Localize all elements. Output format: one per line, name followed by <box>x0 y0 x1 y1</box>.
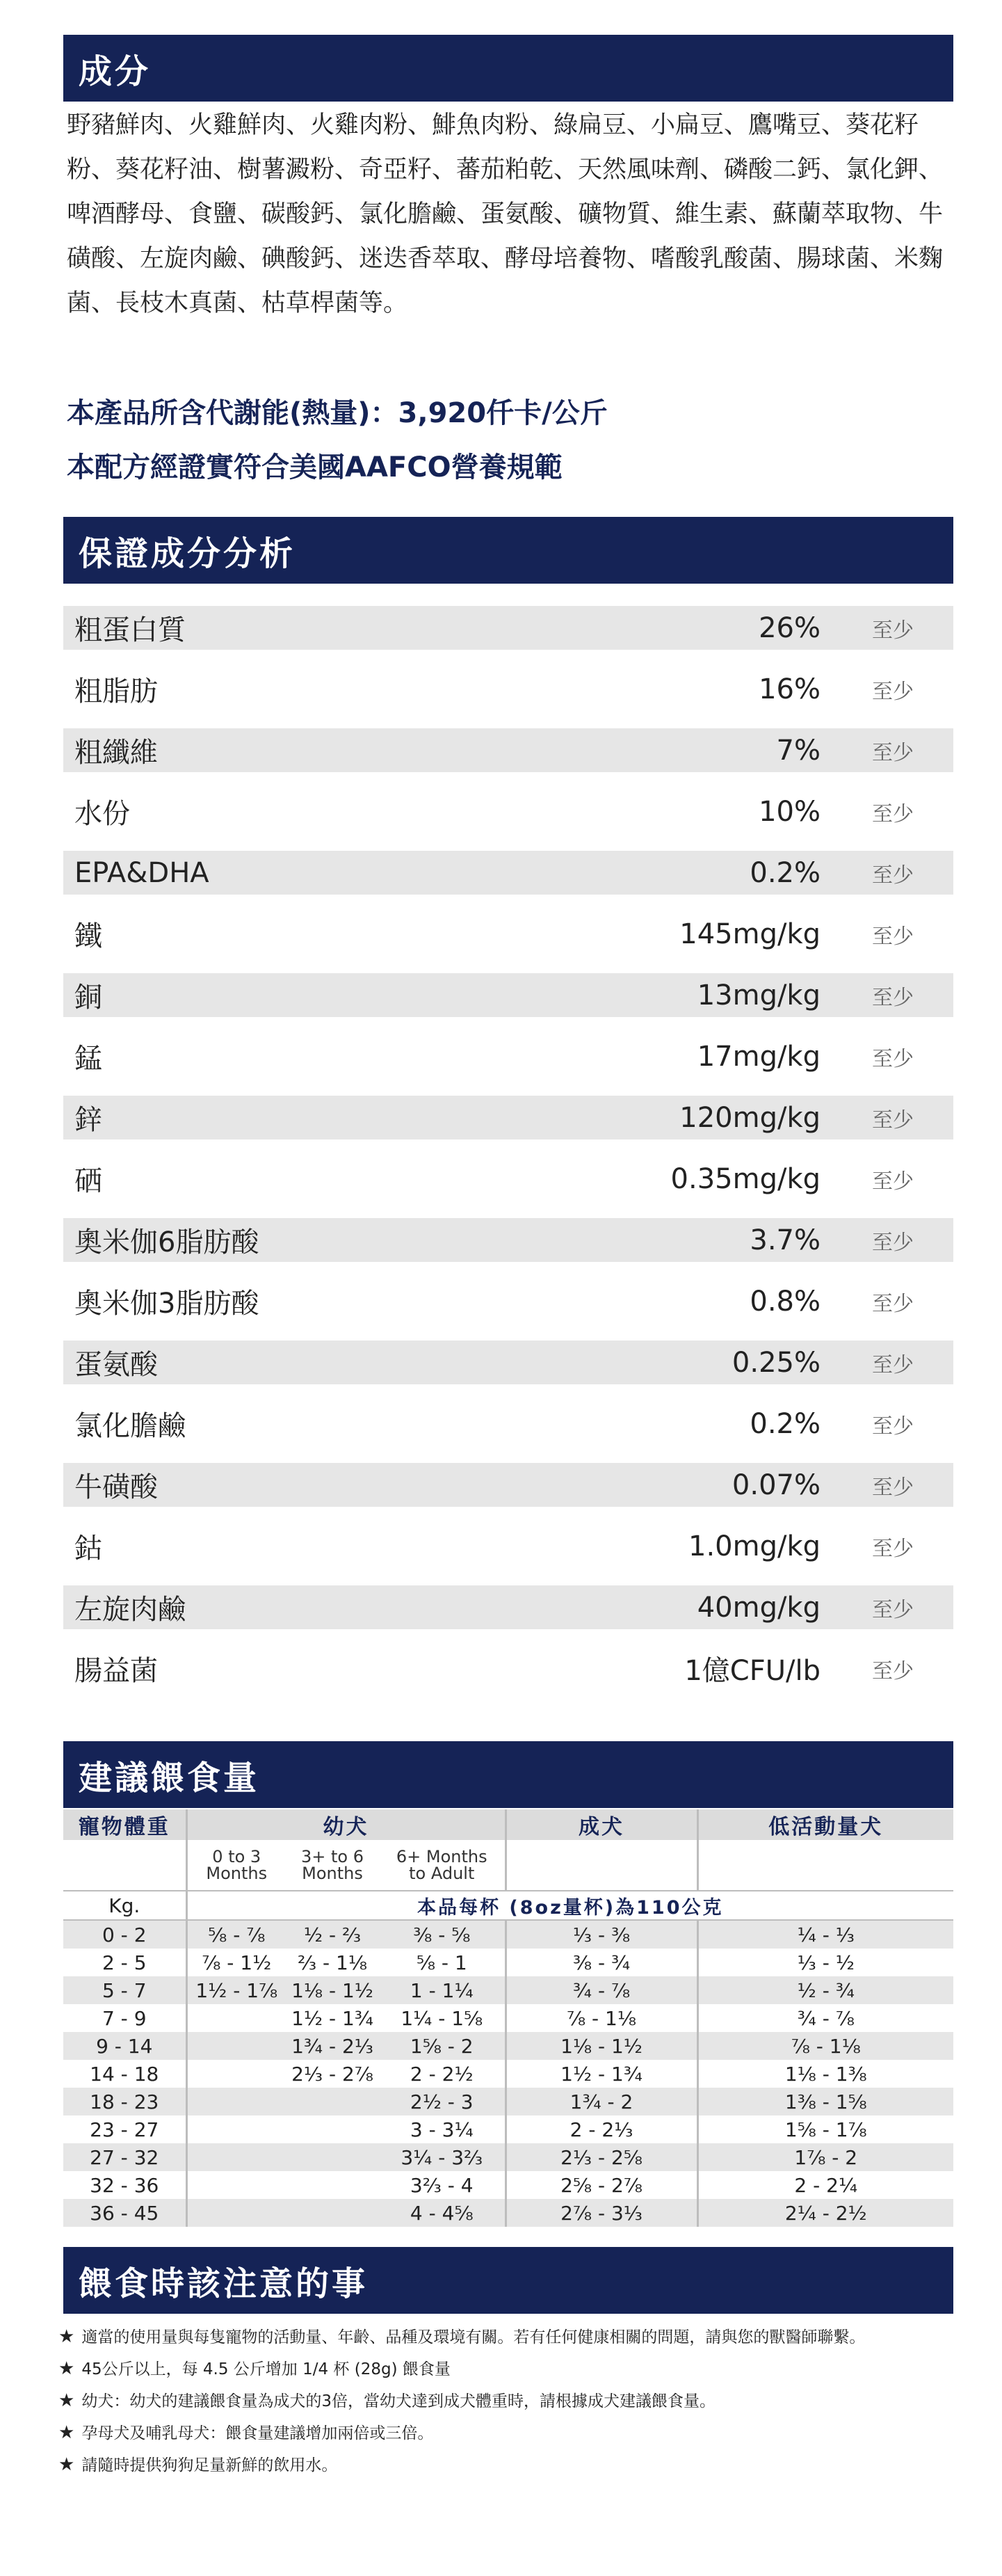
subheader-adult-blank <box>506 1840 697 1891</box>
cell-weight: 36 - 45 <box>63 2199 186 2227</box>
analysis-name: 粗纖維 <box>74 737 158 769</box>
ingredients-text: 野豬鮮肉、火雞鮮肉、火雞肉粉、鯡魚肉粉、綠扁豆、小扁豆、鷹嘴豆、葵花籽粉、葵花籽油、樹薯澱粉、奇亞籽、蕃茄粕乾、天然風味劑、磷酸二鈣、氯化鉀、啤酒酵母、食鹽、碳酸鈣、氯化膽鹼、蛋氨酸、礦物質、維生素、蘇蘭萃取物、牛磺酸、左旋肉鹼、碘酸鈣、迷迭香萃取、酵母培養物、嗜酸乳酸菌、腸球菌、米麴菌、長枝木真菌、枯草桿菌等。 <box>67 111 944 317</box>
analysis-value: 1.0mg/kg <box>688 1530 821 1562</box>
cell-puppy-0-3: 1½ - 1⅞ <box>186 1976 286 2004</box>
cell-adult: 1⅛ - 1½ <box>506 2032 697 2060</box>
feeding-title: 建議餵食量 <box>63 1741 953 1808</box>
cell-puppy-0-3: ⅞ - 1½ <box>202 1951 272 1974</box>
analysis-row <box>63 851 953 895</box>
cell-low-activity: ½ - ¾ <box>697 1976 953 2004</box>
analysis-row <box>63 1157 953 1201</box>
star-icon: ★ <box>58 2422 75 2443</box>
analysis-value: 26% <box>759 611 821 644</box>
analysis-qualifier: 至少 <box>872 985 914 1010</box>
cell-puppy-0-3 <box>186 2115 286 2143</box>
table-row <box>63 2143 953 2171</box>
cell-weight: 7 - 9 <box>63 2004 186 2032</box>
analysis-row <box>63 1402 953 1446</box>
cell-puppy-0-3 <box>186 2060 286 2088</box>
header-low-activity: 低活動量犬 <box>697 1809 953 1840</box>
ingredients-title: 成分 <box>63 35 953 102</box>
cell-puppy-3-6: ⅔ - 1⅛ <box>298 1951 367 1974</box>
cell-puppy-6-adult: ⅝ - 1 <box>379 1949 506 1976</box>
cell-low-activity: 2 - 2¼ <box>794 2173 858 2197</box>
cell-low-activity: 2¼ - 2½ <box>697 2199 953 2227</box>
analysis-row <box>63 1647 953 1690</box>
analysis-name: 銅 <box>74 982 102 1014</box>
note-item <box>58 2385 962 2417</box>
analysis-name: 粗脂肪 <box>74 675 158 707</box>
analysis-value: 120mg/kg <box>679 1101 821 1134</box>
cell-adult: ⅜ - ¾ <box>506 1949 697 1976</box>
cell-adult: 1½ - 1¾ <box>506 2060 697 2088</box>
energy-statement: 本產品所含代謝能(熱量)：3,920仟卡/公斤 <box>67 397 608 429</box>
analysis-name: 鐵 <box>74 920 102 952</box>
cell-puppy-6-adult: 3⅔ - 4 <box>379 2171 506 2199</box>
star-icon: ★ <box>58 2358 75 2379</box>
analysis-qualifier: 至少 <box>872 863 914 888</box>
table-row <box>63 2088 953 2115</box>
analysis-name: 錳 <box>74 1043 102 1075</box>
notes-title: 餵食時該注意的事 <box>63 2247 953 2314</box>
table-row <box>63 1949 953 1976</box>
cell-low-activity: 1⅜ - 1⅝ <box>697 2088 953 2115</box>
subheader-low-blank <box>697 1840 953 1891</box>
analysis-row <box>63 1096 953 1139</box>
analysis-row <box>63 1524 953 1568</box>
subheader-age-0-3: 0 to 3 Months <box>186 1840 286 1891</box>
analysis-row <box>63 1034 953 1078</box>
analysis-name: 腸益菌 <box>74 1655 158 1687</box>
table-row <box>63 1976 953 2004</box>
analysis-name: 鈷 <box>74 1533 102 1565</box>
cell-adult: 2 - 2⅓ <box>506 2115 697 2143</box>
cell-adult: ⅞ - 1⅛ <box>506 2004 697 2032</box>
analysis-value: 13mg/kg <box>697 979 821 1011</box>
cell-puppy-6-adult: 2½ - 3 <box>379 2088 506 2115</box>
analysis-row <box>63 1463 953 1507</box>
analysis-qualifier: 至少 <box>872 1414 914 1439</box>
analysis-qualifier: 至少 <box>872 1169 914 1194</box>
cell-adult: ¾ - ⅞ <box>506 1976 697 2004</box>
analysis-value: 0.25% <box>732 1346 821 1379</box>
cell-low-activity: ⅓ - ½ <box>797 1951 855 1974</box>
feeding-table <box>63 1809 953 2227</box>
cell-puppy-3-6 <box>286 2143 379 2171</box>
analysis-value: 0.2% <box>750 1407 821 1440</box>
analysis-name: 粗蛋白質 <box>74 614 186 646</box>
cell-puppy-6-adult: 3¼ - 3⅔ <box>379 2143 506 2171</box>
note-item <box>58 2417 962 2449</box>
note-text: 適當的使用量與每隻寵物的活動量、年齡、品種及環境有關。若有任何健康相關的問題，請與您的獸醫師聯繫。 <box>81 2328 866 2346</box>
cell-puppy-3-6: 2⅓ - 2⅞ <box>291 2062 373 2086</box>
analysis-value: 1億CFU/lb <box>684 1655 821 1687</box>
cell-puppy-6-adult: 2 - 2½ <box>379 2060 506 2088</box>
analysis-name: 硒 <box>74 1165 102 1197</box>
cell-adult: 2⅓ - 2⅝ <box>506 2143 697 2171</box>
cell-puppy-6-adult: 1⅝ - 2 <box>379 2032 506 2060</box>
star-icon: ★ <box>58 2390 75 2411</box>
header-puppy: 幼犬 <box>186 1809 506 1840</box>
analysis-qualifier: 至少 <box>872 1352 914 1377</box>
analysis-qualifier: 至少 <box>872 924 914 949</box>
analysis-name: 鋅 <box>74 1104 102 1136</box>
analysis-row <box>63 1218 953 1262</box>
table-row <box>63 2115 953 2143</box>
cell-weight: 0 - 2 <box>63 1920 186 1949</box>
analysis-row <box>63 606 953 650</box>
note-text: 幼犬：幼犬的建議餵食量為成犬的3倍，當幼犬達到成犬體重時，請根據成犬建議餵食量。 <box>81 2392 716 2410</box>
analysis-name: 牛磺酸 <box>74 1471 158 1503</box>
table-row <box>63 1920 953 1949</box>
cell-puppy-6-adult: 1¼ - 1⅝ <box>379 2004 506 2032</box>
cell-weight: 32 - 36 <box>63 2171 186 2199</box>
table-row <box>63 2004 953 2032</box>
note-text: 請隨時提供狗狗足量新鮮的飲用水。 <box>81 2456 338 2474</box>
analysis-value: 7% <box>776 734 821 767</box>
analysis-qualifier: 至少 <box>872 618 914 643</box>
header-weight: 寵物體重 <box>63 1809 186 1840</box>
analysis-row <box>63 1341 953 1384</box>
analysis-qualifier: 至少 <box>872 1597 914 1622</box>
analysis-table <box>63 606 953 1708</box>
note-item <box>58 2353 962 2385</box>
cell-puppy-6-adult: 3 - 3¼ <box>379 2115 506 2143</box>
analysis-value: 0.35mg/kg <box>670 1162 821 1195</box>
cell-adult: 2⅝ - 2⅞ <box>506 2171 697 2199</box>
cell-puppy-3-6 <box>286 2199 379 2227</box>
analysis-qualifier: 至少 <box>872 740 914 765</box>
analysis-qualifier: 至少 <box>872 1107 914 1133</box>
cell-puppy-0-3 <box>186 2199 286 2227</box>
notes-list <box>58 2321 962 2481</box>
analysis-name: 左旋肉鹼 <box>74 1594 186 1626</box>
analysis-qualifier: 至少 <box>872 1291 914 1316</box>
cell-puppy-0-3 <box>186 2004 286 2032</box>
table-row <box>63 2199 953 2227</box>
cell-puppy-3-6: 1½ - 1¾ <box>291 2006 373 2030</box>
analysis-qualifier: 至少 <box>872 679 914 704</box>
cell-puppy-3-6 <box>286 2115 379 2143</box>
cell-weight: 9 - 14 <box>63 2032 186 2060</box>
subheader-age-3-6: 3+ to 6 Months <box>286 1840 379 1891</box>
note-item <box>58 2449 962 2481</box>
analysis-qualifier: 至少 <box>872 801 914 826</box>
cup-note: 本品每杯 (8oz量杯)為110公克 <box>186 1891 953 1920</box>
analysis-row <box>63 728 953 772</box>
cell-weight: 23 - 27 <box>63 2115 186 2143</box>
cell-weight: 2 - 5 <box>63 1949 186 1976</box>
cell-puppy-3-6: 1¾ - 2⅓ <box>286 2032 379 2060</box>
cell-puppy-0-3 <box>186 2032 286 2060</box>
cell-puppy-3-6: ½ - ⅔ <box>286 1920 379 1949</box>
aafco-statement: 本配方經證實符合美國AAFCO營養規範 <box>67 451 563 483</box>
cell-adult: ⅓ - ⅜ <box>506 1920 697 1949</box>
cell-puppy-0-3 <box>186 2143 286 2171</box>
cell-low-activity: ⅞ - 1⅛ <box>697 2032 953 2060</box>
cell-puppy-3-6 <box>286 2088 379 2115</box>
analysis-row <box>63 1279 953 1323</box>
note-text: 45公斤以上，每 4.5 公斤增加 1/4 杯 (28g) 餵食量 <box>81 2360 451 2378</box>
analysis-qualifier: 至少 <box>872 1046 914 1071</box>
subheader-blank <box>63 1840 186 1891</box>
cell-puppy-0-3 <box>186 2088 286 2115</box>
star-icon: ★ <box>58 2326 75 2347</box>
table-row <box>63 2171 953 2199</box>
analysis-value: 3.7% <box>750 1224 821 1256</box>
cell-puppy-3-6: 1⅛ - 1½ <box>286 1976 379 2004</box>
cell-puppy-0-3 <box>186 2171 286 2199</box>
table-row <box>63 2032 953 2060</box>
analysis-name: 奧米伽3脂肪酸 <box>74 1288 259 1320</box>
analysis-name: EPA&DHA <box>74 856 209 889</box>
cell-low-activity: 1⅝ - 1⅞ <box>784 2118 867 2141</box>
cell-puppy-6-adult: 4 - 4⅝ <box>379 2199 506 2227</box>
note-item <box>58 2321 962 2353</box>
analysis-qualifier: 至少 <box>872 1658 914 1683</box>
analysis-name: 蛋氨酸 <box>74 1349 158 1381</box>
unit-label: Kg. <box>63 1891 186 1920</box>
analysis-title: 保證成分分析 <box>63 517 953 584</box>
analysis-value: 0.07% <box>732 1469 821 1501</box>
cell-weight: 27 - 32 <box>63 2143 186 2171</box>
cell-low-activity: ¾ - ⅞ <box>797 2006 855 2030</box>
analysis-name: 奧米伽6脂肪酸 <box>74 1226 259 1258</box>
analysis-value: 0.8% <box>750 1285 821 1318</box>
analysis-row <box>63 667 953 711</box>
analysis-row <box>63 973 953 1017</box>
cell-adult: 1¾ - 2 <box>506 2088 697 2115</box>
analysis-row <box>63 790 953 833</box>
analysis-value: 10% <box>759 795 821 828</box>
cell-low-activity: 1⅛ - 1⅜ <box>784 2062 867 2086</box>
cell-weight: 14 - 18 <box>63 2060 186 2088</box>
table-row <box>63 2060 953 2088</box>
analysis-row <box>63 912 953 956</box>
analysis-name: 氯化膽鹼 <box>74 1410 186 1442</box>
star-icon: ★ <box>58 2454 75 2475</box>
cell-low-activity: ¼ - ⅓ <box>697 1920 953 1949</box>
cell-low-activity: 1⅞ - 2 <box>697 2143 953 2171</box>
analysis-value: 17mg/kg <box>697 1040 821 1073</box>
analysis-qualifier: 至少 <box>872 1475 914 1500</box>
analysis-name: 水份 <box>74 798 130 830</box>
cell-puppy-0-3: ⅝ - ⅞ <box>186 1920 286 1949</box>
cell-adult: 2⅞ - 3⅓ <box>506 2199 697 2227</box>
analysis-value: 0.2% <box>750 856 821 889</box>
subheader-age-6-adult: 6+ Months to Adult <box>379 1840 506 1891</box>
cell-puppy-3-6 <box>286 2171 379 2199</box>
analysis-row <box>63 1585 953 1629</box>
analysis-qualifier: 至少 <box>872 1230 914 1255</box>
cell-puppy-6-adult: ⅜ - ⅝ <box>379 1920 506 1949</box>
header-adult: 成犬 <box>506 1809 697 1840</box>
analysis-qualifier: 至少 <box>872 1536 914 1561</box>
note-text: 孕母犬及哺乳母犬：餵食量建議增加兩倍或三倍。 <box>81 2424 434 2442</box>
cell-puppy-6-adult: 1 - 1¼ <box>379 1976 506 2004</box>
cell-weight: 18 - 23 <box>63 2088 186 2115</box>
analysis-value: 40mg/kg <box>697 1591 821 1624</box>
analysis-value: 145mg/kg <box>679 918 821 950</box>
cell-weight: 5 - 7 <box>63 1976 186 2004</box>
analysis-value: 16% <box>759 673 821 705</box>
